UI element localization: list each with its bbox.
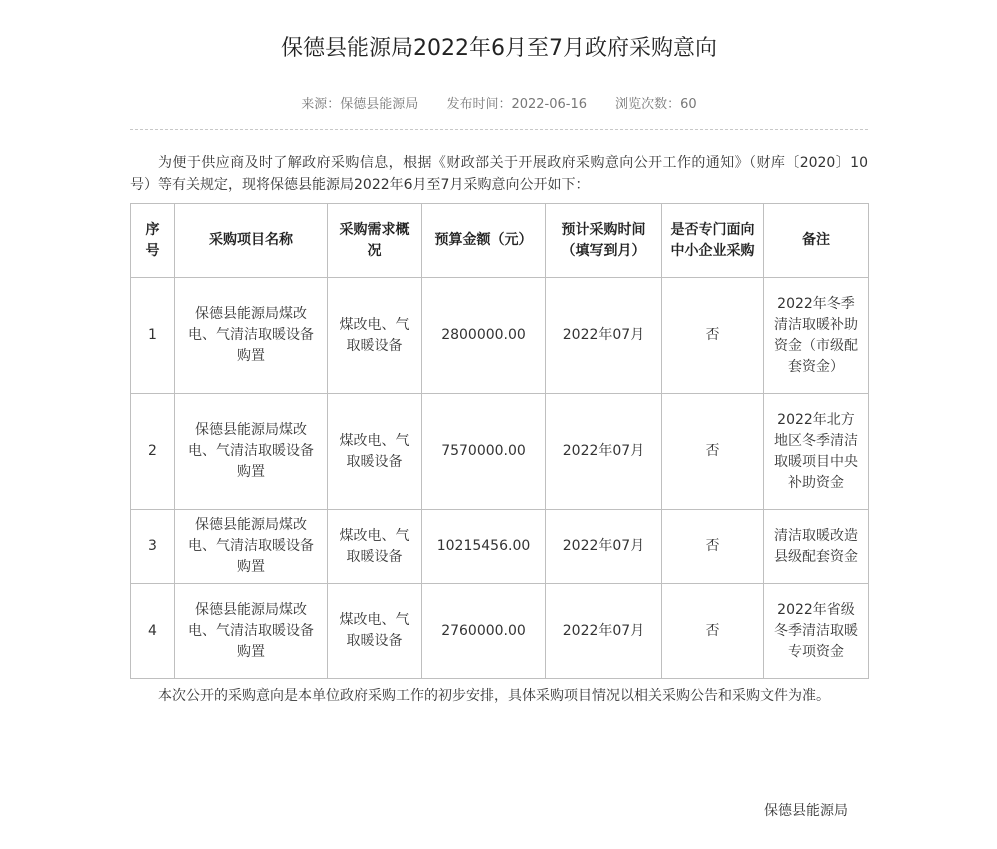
meta-divider bbox=[130, 129, 868, 130]
cell-time: 2022年07月 bbox=[546, 584, 662, 679]
table-row bbox=[131, 394, 869, 510]
cell-sme: 否 bbox=[662, 278, 764, 394]
cell-sme: 否 bbox=[662, 584, 764, 679]
cell-time: 2022年07月 bbox=[546, 394, 662, 510]
view-count: 浏览次数：60 bbox=[615, 97, 697, 112]
header-time: 预计采购时间（填写到月） bbox=[546, 204, 662, 278]
cell-project: 保德县能源局煤改电、气清洁取暖设备购置 bbox=[175, 394, 328, 510]
signature: 保德县能源局 bbox=[764, 803, 848, 819]
article-meta bbox=[130, 95, 868, 115]
header-budget: 预算金额（元） bbox=[422, 204, 546, 278]
table-row bbox=[131, 510, 869, 584]
cell-sme: 否 bbox=[662, 394, 764, 510]
cell-project: 保德县能源局煤改电、气清洁取暖设备购置 bbox=[175, 510, 328, 584]
header-seq: 序号 bbox=[131, 204, 175, 278]
cell-sme: 否 bbox=[662, 510, 764, 584]
table-row bbox=[131, 584, 869, 679]
cell-time: 2022年07月 bbox=[546, 278, 662, 394]
table-row bbox=[131, 278, 869, 394]
table-header-row bbox=[131, 204, 869, 278]
header-demand: 采购需求概况 bbox=[328, 204, 422, 278]
cell-remark: 2022年冬季清洁取暖补助资金（市级配套资金） bbox=[764, 278, 869, 394]
intro-paragraph: 为便于供应商及时了解政府采购信息，根据《财政部关于开展政府采购意向公开工作的通知》（财库〔2020〕10号）等有关规定，现将保德县能源局2022年6月至7月采购意向公开如下： bbox=[130, 155, 868, 193]
source-label: 来源：保德县能源局 bbox=[301, 97, 419, 112]
cell-budget: 2800000.00 bbox=[422, 278, 546, 394]
cell-seq: 1 bbox=[131, 278, 175, 394]
header-sme: 是否专门面向中小企业采购 bbox=[662, 204, 764, 278]
cell-seq: 3 bbox=[131, 510, 175, 584]
publish-date: 发布时间：2022-06-16 bbox=[446, 97, 588, 112]
cell-seq: 2 bbox=[131, 394, 175, 510]
cell-budget: 10215456.00 bbox=[422, 510, 546, 584]
cell-remark: 2022年北方地区冬季清洁取暖项目中央补助资金 bbox=[764, 394, 869, 510]
cell-remark: 2022年省级冬季清洁取暖专项资金 bbox=[764, 584, 869, 679]
cell-budget: 2760000.00 bbox=[422, 584, 546, 679]
cell-demand: 煤改电、气取暖设备 bbox=[328, 584, 422, 679]
outro-paragraph: 本次公开的采购意向是本单位政府采购工作的初步安排，具体采购项目情况以相关采购公告和采购文件为准。 bbox=[158, 688, 830, 704]
cell-demand: 煤改电、气取暖设备 bbox=[328, 278, 422, 394]
cell-demand: 煤改电、气取暖设备 bbox=[328, 394, 422, 510]
cell-seq: 4 bbox=[131, 584, 175, 679]
header-project: 采购项目名称 bbox=[175, 204, 328, 278]
cell-time: 2022年07月 bbox=[546, 510, 662, 584]
cell-remark: 清洁取暖改造县级配套资金 bbox=[764, 510, 869, 584]
cell-demand: 煤改电、气取暖设备 bbox=[328, 510, 422, 584]
procurement-table bbox=[130, 203, 869, 679]
page-title: 保德县能源局2022年6月至7月政府采购意向 bbox=[281, 36, 717, 61]
header-remark: 备注 bbox=[764, 204, 869, 278]
cell-budget: 7570000.00 bbox=[422, 394, 546, 510]
cell-project: 保德县能源局煤改电、气清洁取暖设备购置 bbox=[175, 584, 328, 679]
cell-project: 保德县能源局煤改电、气清洁取暖设备购置 bbox=[175, 278, 328, 394]
